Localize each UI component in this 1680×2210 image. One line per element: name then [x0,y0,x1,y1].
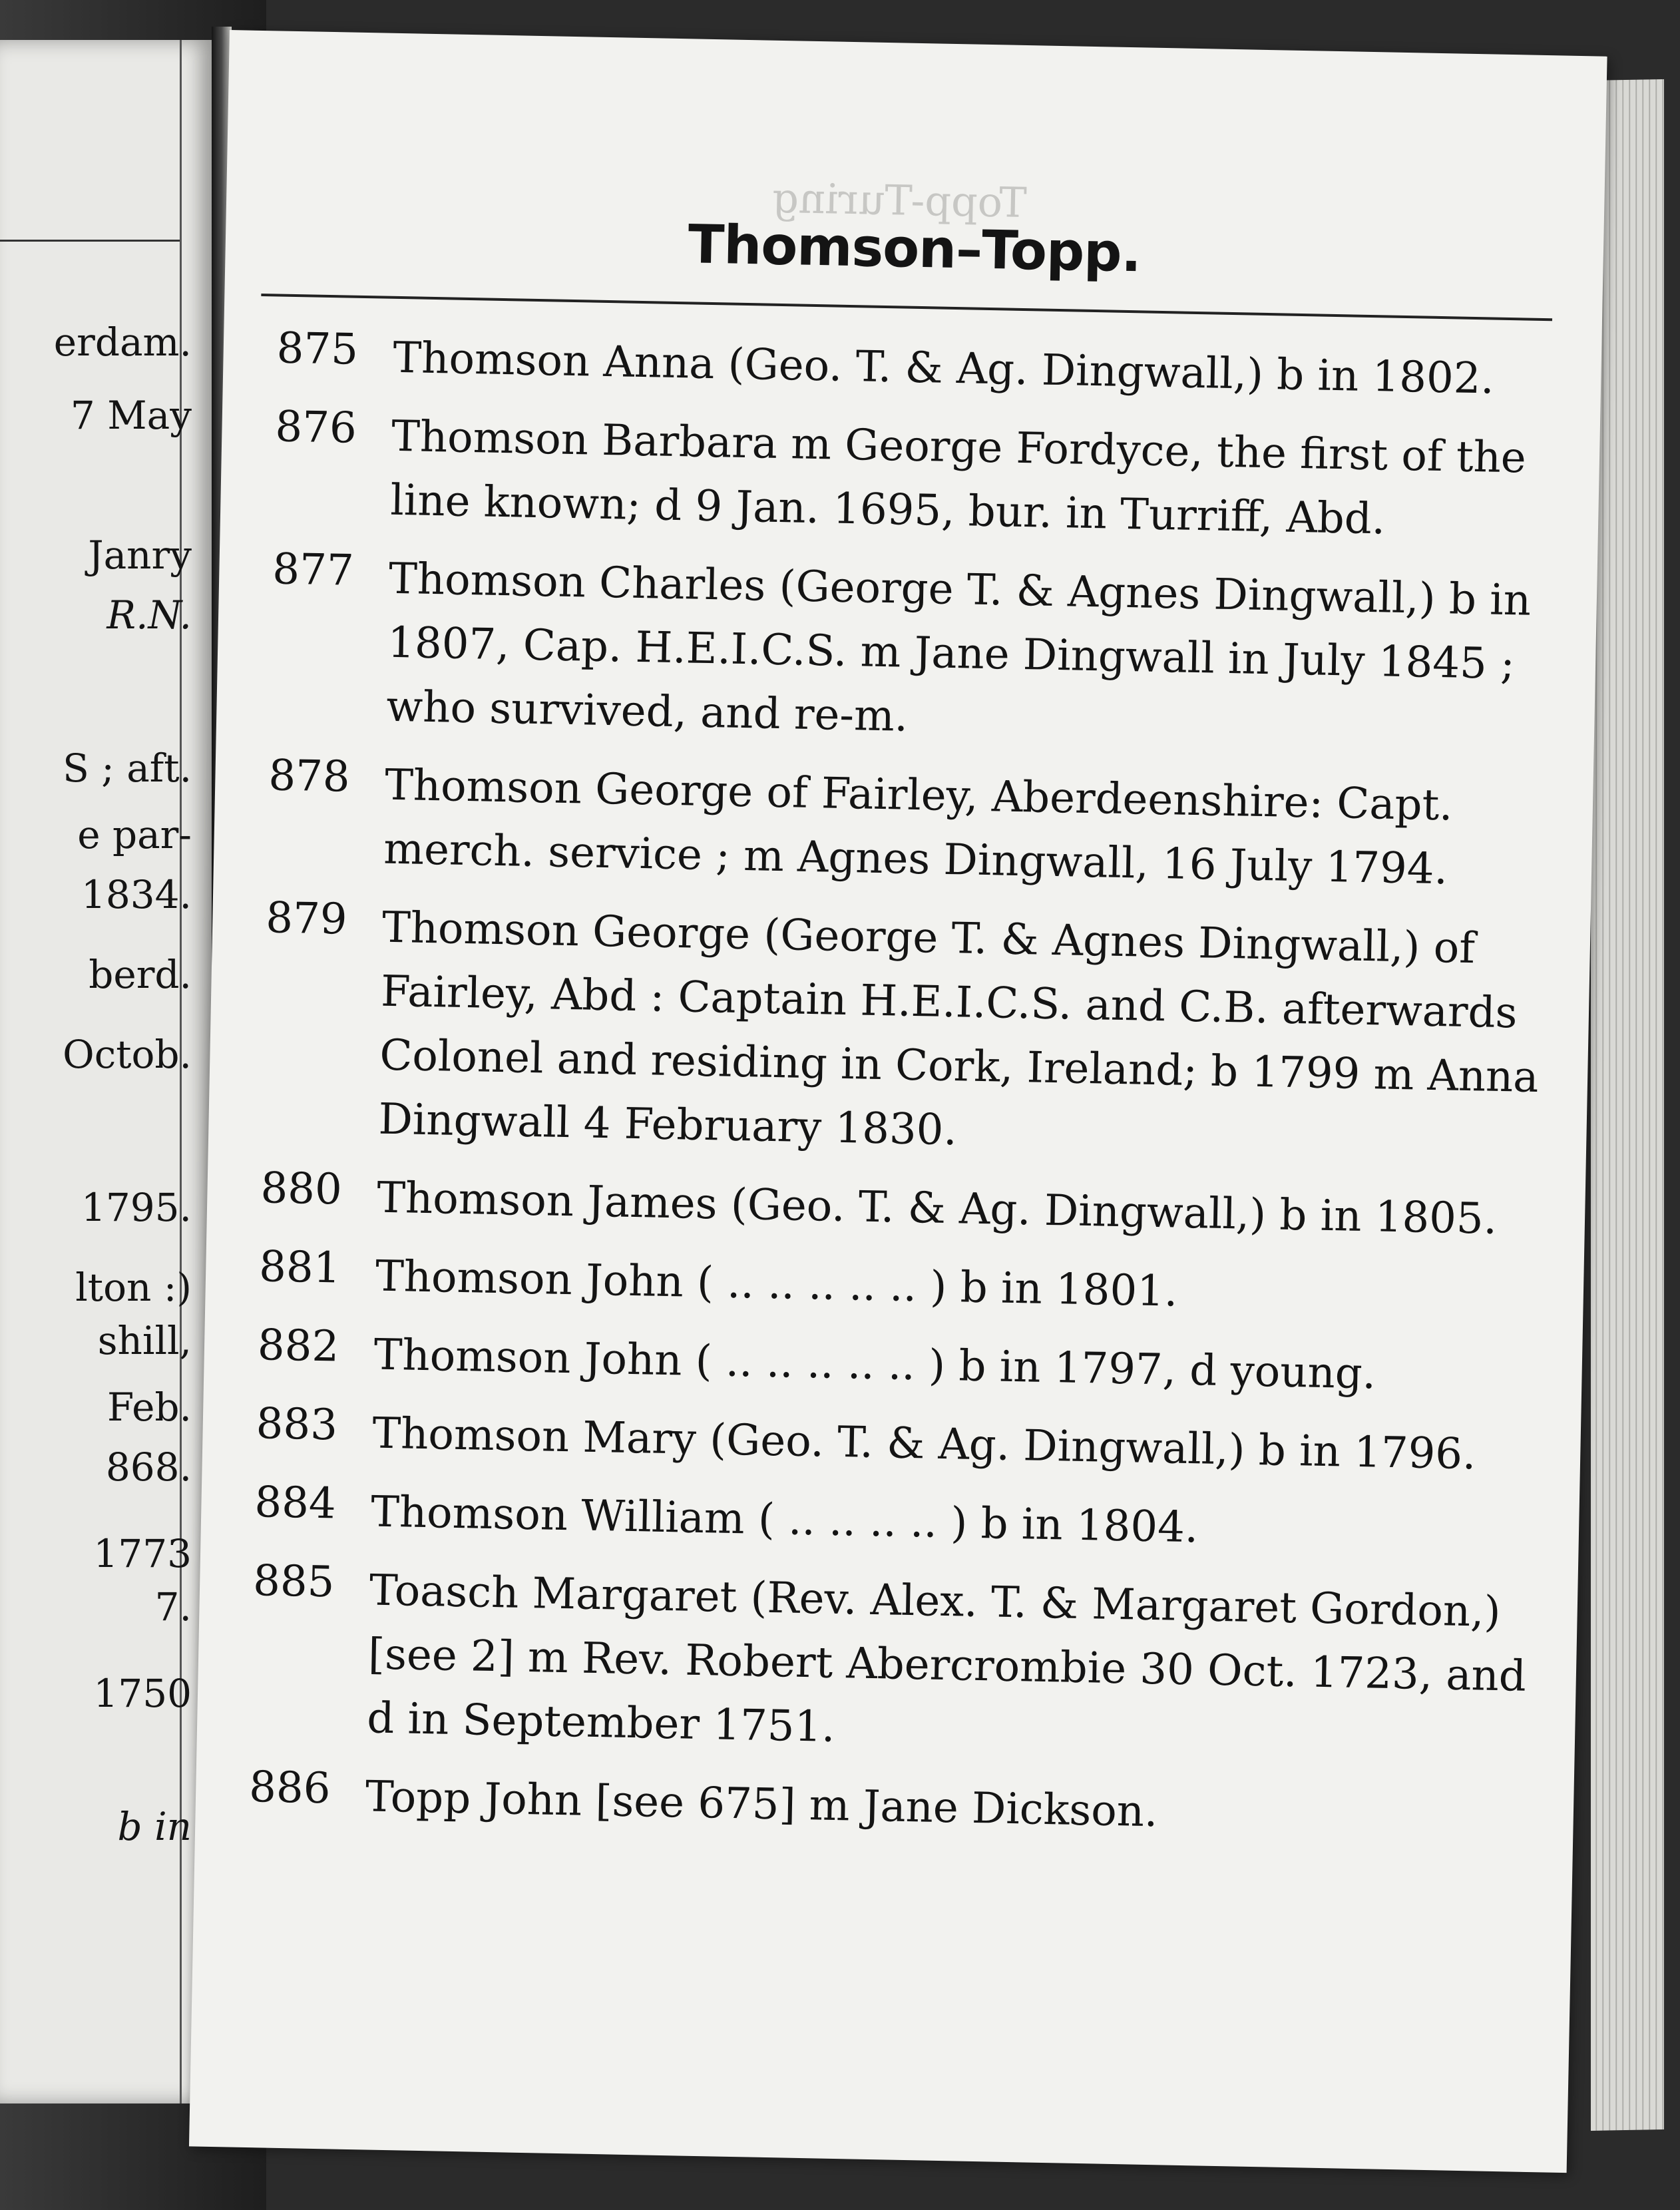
entry-number: 886 [248,1763,331,1814]
entry-number: 879 [265,893,348,945]
left-line-8: berd. [89,952,192,997]
entry-886 [222,1762,1540,1851]
left-line-7: 1834. [81,872,192,917]
entry-text: Thomson Mary (Geo. T. & Ag. Dingwall,) b in 1796. [371,1409,1477,1480]
page-edges [1591,79,1664,2131]
entry-text: Thomson William ( .. .. .. .. ) b in 1804. [370,1487,1199,1553]
page-title: Thomson–Topp. [687,213,1142,284]
entry-number: 885 [252,1556,335,1608]
right-page [189,30,1607,2173]
left-line-12: shill, [97,1318,192,1363]
left-line-1: erdam. [53,320,192,365]
entry-text: Thomson George of Fairley, Aberdeenshire: Capt. merch. service ; m Agnes Dingwall, 16 July 1794. [383,760,1454,895]
entry-number: 882 [257,1321,339,1372]
entry-number: 877 [272,545,355,596]
entry-text: Topp John [see 675] m Jane Dickson. [365,1772,1159,1837]
bleed-through-header: Topp-Turing [771,173,1028,228]
title-rule [261,294,1552,321]
entry-number: 878 [268,751,351,802]
entry-list [222,324,1568,1867]
entry-text: Thomson Anna (Geo. T. & Ag. Dingwall,) b in 1802. [392,333,1495,404]
left-line-14: 868. [105,1444,192,1490]
entry-877 [243,545,1564,762]
entry-number: 880 [260,1164,343,1215]
entry-text: Thomson John ( .. .. .. .. .. ) b in 1801. [375,1251,1178,1317]
entry-882 [230,1320,1549,1409]
left-line-6: e par- [77,812,192,857]
left-line-5: S ; aft. [63,746,192,791]
entry-875 [250,324,1568,413]
entry-876 [247,402,1567,555]
left-line-18: b in [117,1804,192,1849]
left-line-9: Octob. [63,1032,192,1077]
entry-879 [235,893,1558,1174]
entry-text: Toasch Margaret (Rev. Alex. T. & Margaret Gordon,) [see 2] m Rev. Robert Abercrombie 30 Oct. 1723, and d in September 1751. [366,1566,1527,1752]
entry-number: 883 [256,1399,338,1450]
entry-text: Thomson George (George T. & Agnes Dingwall,) of Fairley, Abd : Captain H.E.I.C.S. and C.B. afterwards Colonel and residing in Cork, Ireland; b 1799 m Anna Dingwall 4 February 1830. [377,903,1540,1156]
entry-number: 881 [258,1242,341,1293]
entry-number: 884 [254,1478,337,1529]
left-line-10: 1795. [81,1185,192,1230]
entry-878 [240,751,1560,904]
entry-number: 875 [276,324,359,375]
left-page-rule [0,240,180,242]
left-line-17: 1750 [93,1671,192,1716]
entry-text: Thomson James (Geo. T. & Ag. Dingwall,) b in 1805. [376,1173,1498,1244]
entry-text: Thomson John ( .. .. .. .. .. ) b in 1797, d young. [373,1330,1376,1399]
left-line-11: lton :) [75,1265,192,1310]
entry-text: Thomson Barbara m George Fordyce, the first of the line known; d 9 Jan. 1695, bur. in Turriff, Abd. [389,411,1527,545]
left-page [0,40,213,2103]
entry-text: Thomson Charles (George T. & Agnes Dingwall,) b in 1807, Cap. H.E.I.C.S. m Jane Dingwall in July 1845 ; who survived, and re-m. [385,554,1532,742]
left-line-16: 7. [154,1584,192,1630]
left-line-13: Feb. [107,1385,192,1430]
entry-881 [232,1241,1550,1331]
entry-number: 876 [274,402,357,453]
left-line-15: 1773 [93,1531,192,1576]
entry-883 [229,1399,1548,1488]
left-line-4: R.N. [106,592,192,638]
left-line-3: Janry [88,533,192,578]
entry-885 [223,1556,1544,1773]
entry-884 [227,1477,1546,1566]
left-line-2: 7 May [70,393,192,438]
entry-880 [233,1163,1552,1252]
